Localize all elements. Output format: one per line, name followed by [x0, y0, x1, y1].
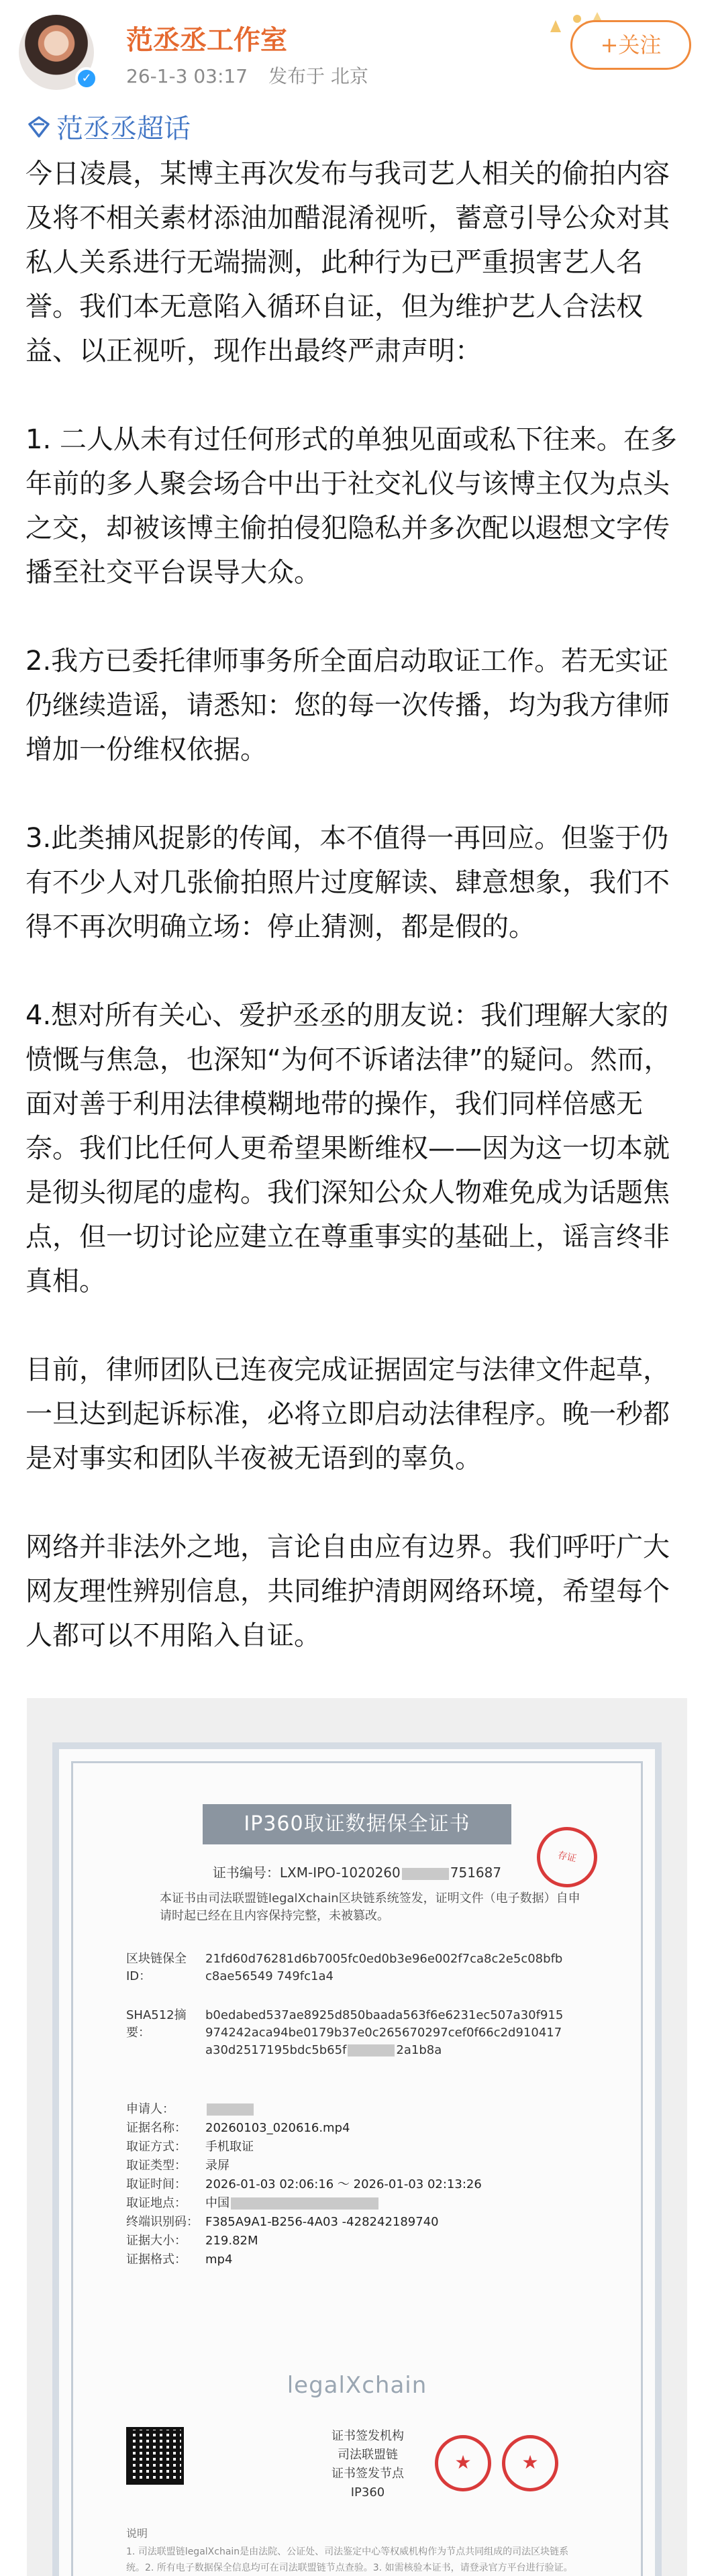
- red-seal-icon: ★: [502, 2435, 558, 2491]
- certificate-field: 终端识别码： F385A9A1-B256-4A03 -428242189740: [126, 2215, 439, 2229]
- certificate-field: 取证时间： 2026-01-03 02:06:16 ～ 2026-01-03 02:13:26: [126, 2177, 482, 2191]
- certificate-stamp: 存证: [531, 1822, 603, 1893]
- super-topic-label: 范丞丞超话: [56, 113, 191, 144]
- post-paragraph: 目前，律师团队已连夜完成证据固定与法律文件起草，一旦达到起诉标准，必将立即启动法律程序。晚一秒都是对事实和团队半夜被无语到的辜负。: [26, 1354, 670, 1474]
- certificate-number: 证书编号：LXM-IPO-1020260 751687: [212, 1865, 502, 1881]
- certificate-field: 证据名称： 20260103_020616.mp4: [126, 2121, 350, 2135]
- post-paragraph: 3.此类捕风捉影的传闻，本不值得一再回应。但鉴于仍有不少人对几张偷拍照片过度解读、肆意想象，我们不得不再次明确立场：停止猜测，都是假的。: [26, 823, 670, 942]
- certificate-description: 本证书由司法联盟链legalXchain区块链系统签发，证明文件（电子数据）自申请时起已经在且内容保持完整，未被篡改。: [160, 1891, 580, 1923]
- super-topic-link[interactable]: [26, 107, 191, 146]
- certificate-blockchain-id: 区块链保全ID：21fd60d76281d6b7005fc0ed0b3e96e002f7ca8c2e5c08bfbc8ae56549 749fc1a4: [126, 1952, 563, 1983]
- post-paragraph: 4.想对所有关心、爱护丞丞的朋友说：我们理解大家的愤慨与焦急，也深知“为何不诉诸法律”的疑问。然而，面对善于利用法律模糊地带的操作，我们同样倍感无奈。我们比任何人更希望果断维权——因为这一切本就是彻头彻尾的虚构。我们深知公众人物难免成为话题焦点，但一切讨论应建立在尊重事实的基础上，谣言终非真相。: [26, 1000, 671, 1297]
- qr-code-icon: [126, 2427, 184, 2485]
- certificate-sha512: SHA512摘要：b0edabed537ae8925d850baada563f6e6231ec507a30f915974242aca94be0179b37e0c265670297cef0f66c2d910417a30d2517195bdc5b65f 2a1b8a: [126, 2008, 564, 2057]
- certificate-notes-title: 说明: [126, 2527, 148, 2540]
- post-paragraph: 今日凌晨，某博主再次发布与我司艺人相关的偷拍内容及将不相关素材添油加醋混淆视听，蓄意引导公众对其私人关系进行无端揣测，此种行为已严重损害艺人名誉。我们本无意陷入循环自证，但为维护艺人合法权益、以正视听，现作出最终严肃声明：: [26, 158, 670, 366]
- super-topic-icon: [26, 115, 52, 139]
- certificate-title: IP360取证数据保全证书: [203, 1804, 511, 1844]
- post-image[interactable]: [27, 1698, 687, 2576]
- certificate-field: 证据格式： mp4: [126, 2252, 233, 2267]
- post-body: [26, 152, 690, 1658]
- post-location: 发布于 北京: [268, 65, 368, 87]
- certificate-issuer: 证书签发机构 司法联盟链 证书签发节点 IP360: [332, 2429, 404, 2499]
- certificate-field: 取证方式： 手机取证: [126, 2140, 254, 2154]
- red-seal-icon: ★: [435, 2435, 491, 2491]
- certificate-notes: 1. 司法联盟链legalXchain是由法院、公证处、司法鉴定中心等权威机构作为节点共同组成的司法区块链系统。2. 所有电子数据保全信息均可在司法联盟链节点查验。3. 如需核验本证书，请登录官方平台进行验证。: [126, 2546, 573, 2573]
- certificate-field: 申请人：: [126, 2101, 596, 2118]
- legalxchain-logo: legalXchain: [287, 2372, 427, 2399]
- certificate: [52, 1742, 662, 2576]
- certificate-field: 证据大小： 219.82M: [126, 2234, 258, 2248]
- post-paragraph: 2.我方已委托律师事务所全面启动取证工作。若无实证仍继续造谣，请悉知：您的每一次传播，均为我方律师增加一份维权依据。: [26, 646, 670, 765]
- verified-badge-icon: ✓: [75, 67, 98, 90]
- follow-button[interactable]: +关注: [570, 20, 691, 70]
- post-meta: [126, 62, 383, 89]
- post-paragraph: 1. 二人从未有过任何形式的单独见面或私下往来。在多年前的多人聚会场合中出于社交礼仪与该博主仅为点头之交，却被该博主偷拍侵犯隐私并多次配以遐想文字传播至社交平台误导大众。: [26, 424, 677, 588]
- user-name[interactable]: 范丞丞工作室: [126, 25, 287, 56]
- post-paragraph: 网络并非法外之地，言论自由应有边界。我们呼吁广大网友理性辨别信息，共同维护清朗网络环境，希望每个人都可以不用陷入自证。: [26, 1532, 670, 1651]
- certificate-field: 取证类型： 录屏: [126, 2159, 230, 2173]
- post-date: 26-1-3 03:17: [126, 65, 248, 87]
- certificate-field: 取证地点： 中国: [126, 2195, 596, 2212]
